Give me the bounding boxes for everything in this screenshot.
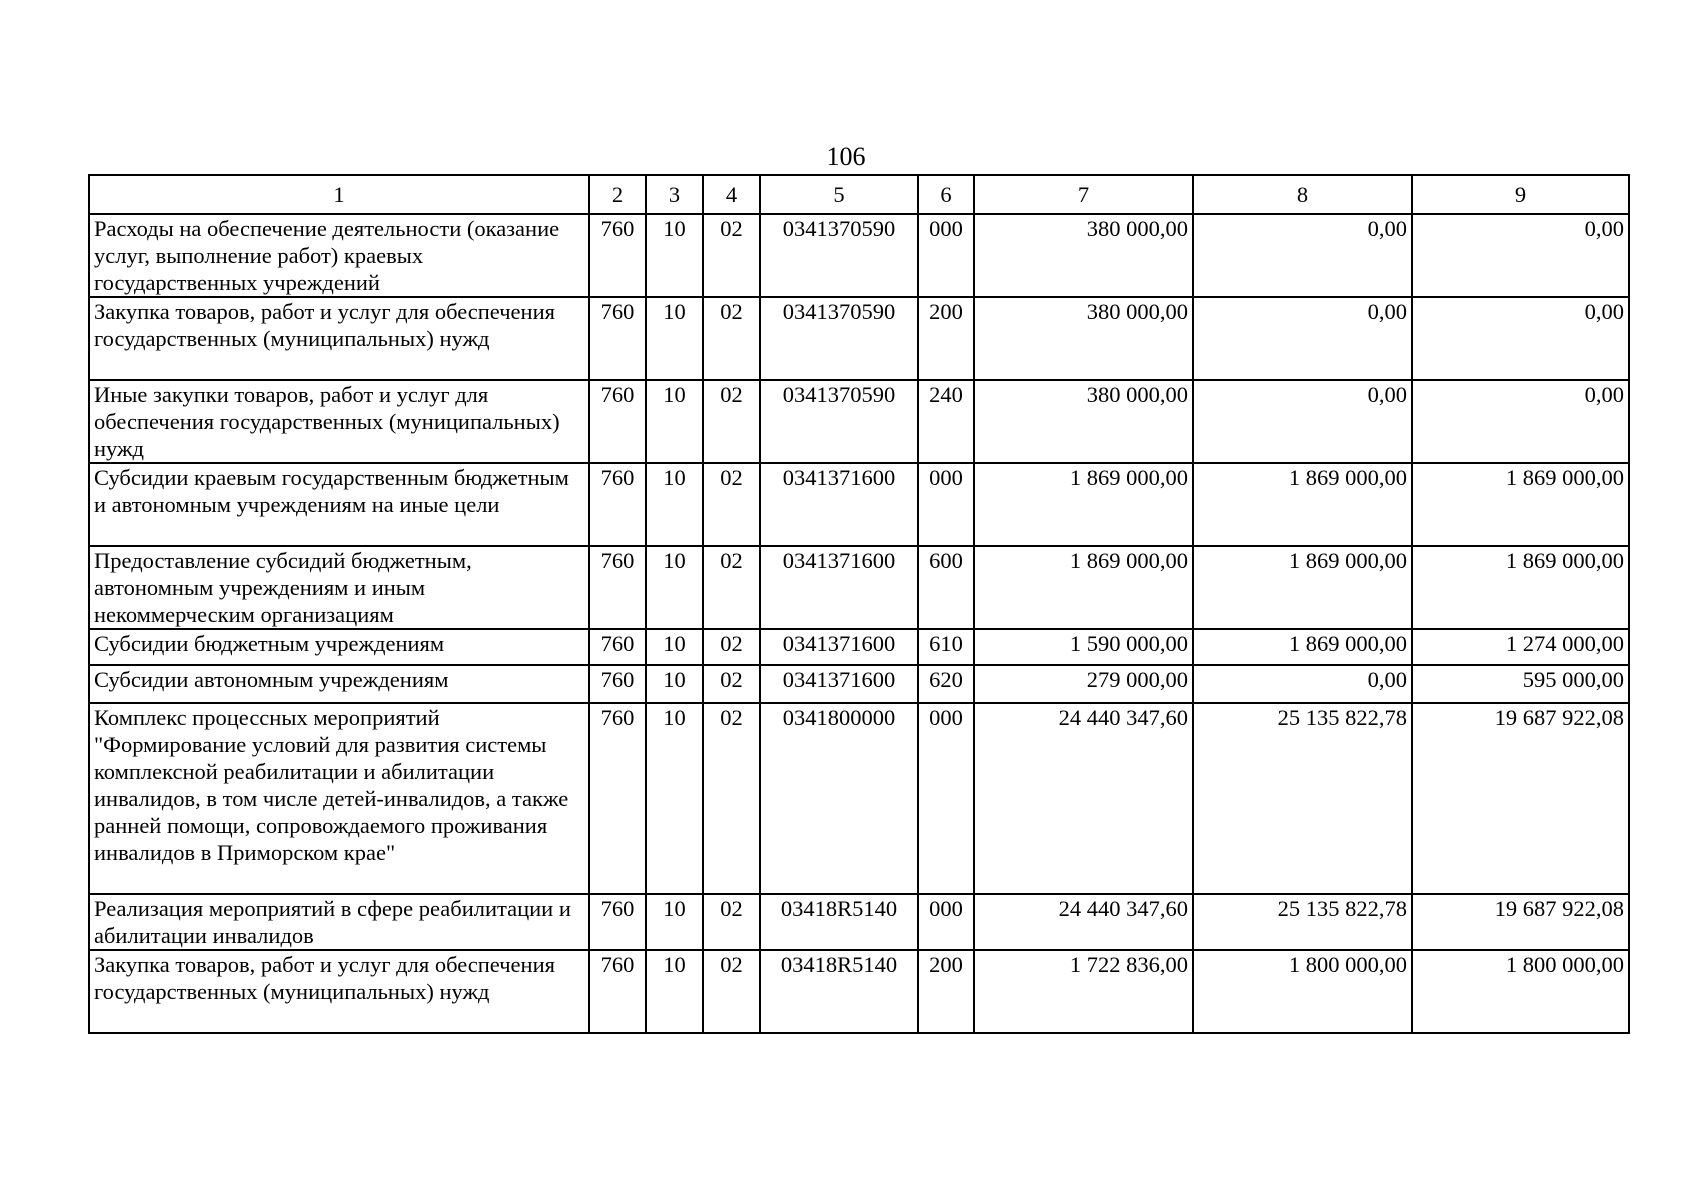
ministry-code: 760 (589, 380, 646, 463)
table-row (89, 546, 1629, 629)
column-header: 9 (1412, 175, 1629, 214)
expense-name: Расходы на обеспечение деятельности (оказание услуг, выполнение работ) краевых государственных учреждений (89, 214, 589, 297)
column-header: 4 (703, 175, 760, 214)
ministry-code: 760 (589, 297, 646, 380)
column-header: 5 (760, 175, 918, 214)
section-code: 10 (646, 297, 703, 380)
target-article-code: 0341371600 (760, 463, 918, 546)
amount-col-7: 1 722 836,00 (974, 950, 1193, 1033)
amount-col-9: 19 687 922,08 (1412, 703, 1629, 894)
amount-col-9: 595 000,00 (1412, 665, 1629, 703)
table-row (89, 463, 1629, 546)
target-article-code: 03418R5140 (760, 950, 918, 1033)
table-row (89, 380, 1629, 463)
expense-type-code: 000 (918, 703, 974, 894)
amount-col-8: 0,00 (1193, 214, 1412, 297)
expense-name: Субсидии бюджетным учреждениям (89, 629, 589, 665)
expense-type-code: 200 (918, 950, 974, 1033)
amount-col-9: 1 274 000,00 (1412, 629, 1629, 665)
target-article-code: 0341371600 (760, 665, 918, 703)
section-code: 10 (646, 463, 703, 546)
amount-col-8: 0,00 (1193, 665, 1412, 703)
expense-name: Закупка товаров, работ и услуг для обеспечения государственных (муниципальных) нужд (89, 297, 589, 380)
expense-type-code: 620 (918, 665, 974, 703)
section-code: 10 (646, 214, 703, 297)
column-header: 8 (1193, 175, 1412, 214)
table-row (89, 629, 1629, 665)
amount-col-9: 1 869 000,00 (1412, 546, 1629, 629)
subsection-code: 02 (703, 703, 760, 894)
amount-col-8: 0,00 (1193, 380, 1412, 463)
subsection-code: 02 (703, 629, 760, 665)
expense-name: Субсидии краевым государственным бюджетным и автономным учреждениям на иные цели (89, 463, 589, 546)
amount-col-8: 25 135 822,78 (1193, 894, 1412, 950)
subsection-code: 02 (703, 380, 760, 463)
expense-name: Иные закупки товаров, работ и услуг для обеспечения государственных (муниципальных) нужд (89, 380, 589, 463)
ministry-code: 760 (589, 703, 646, 894)
expense-name: Предоставление субсидий бюджетным, автономным учреждениям и иным некоммерческим организациям (89, 546, 589, 629)
expense-name: Субсидии автономным учреждениям (89, 665, 589, 703)
subsection-code: 02 (703, 665, 760, 703)
ministry-code: 760 (589, 629, 646, 665)
subsection-code: 02 (703, 214, 760, 297)
target-article-code: 0341370590 (760, 214, 918, 297)
ministry-code: 760 (589, 214, 646, 297)
expense-name: Закупка товаров, работ и услуг для обеспечения государственных (муниципальных) нужд (89, 950, 589, 1033)
amount-col-9: 0,00 (1412, 380, 1629, 463)
section-code: 10 (646, 380, 703, 463)
amount-col-9: 1 800 000,00 (1412, 950, 1629, 1033)
subsection-code: 02 (703, 894, 760, 950)
section-code: 10 (646, 703, 703, 894)
amount-col-8: 25 135 822,78 (1193, 703, 1412, 894)
amount-col-7: 1 590 000,00 (974, 629, 1193, 665)
target-article-code: 03418R5140 (760, 894, 918, 950)
target-article-code: 0341371600 (760, 546, 918, 629)
expense-type-code: 200 (918, 297, 974, 380)
section-code: 10 (646, 894, 703, 950)
target-article-code: 0341370590 (760, 297, 918, 380)
column-header: 7 (974, 175, 1193, 214)
amount-col-9: 0,00 (1412, 297, 1629, 380)
target-article-code: 0341370590 (760, 380, 918, 463)
amount-col-8: 1 869 000,00 (1193, 463, 1412, 546)
amount-col-7: 279 000,00 (974, 665, 1193, 703)
expense-type-code: 240 (918, 380, 974, 463)
table-row (89, 950, 1629, 1033)
amount-col-7: 380 000,00 (974, 297, 1193, 380)
header-row (89, 175, 1629, 214)
budget-table (88, 174, 1630, 1034)
amount-col-7: 1 869 000,00 (974, 546, 1193, 629)
subsection-code: 02 (703, 463, 760, 546)
expense-type-code: 610 (918, 629, 974, 665)
section-code: 10 (646, 546, 703, 629)
ministry-code: 760 (589, 546, 646, 629)
ministry-code: 760 (589, 950, 646, 1033)
expense-type-code: 000 (918, 894, 974, 950)
ministry-code: 760 (589, 463, 646, 546)
page-number: 106 (826, 142, 866, 171)
amount-col-7: 24 440 347,60 (974, 894, 1193, 950)
expense-type-code: 000 (918, 463, 974, 546)
ministry-code: 760 (589, 894, 646, 950)
table-row (89, 703, 1629, 894)
amount-col-8: 0,00 (1193, 297, 1412, 380)
expense-name: Реализация мероприятий в сфере реабилитации и абилитации инвалидов (89, 894, 589, 950)
section-code: 10 (646, 950, 703, 1033)
column-header: 2 (589, 175, 646, 214)
amount-col-8: 1 869 000,00 (1193, 629, 1412, 665)
amount-col-9: 1 869 000,00 (1412, 463, 1629, 546)
expense-name: Комплекс процессных мероприятий "Формирование условий для развития системы комплексной реабилитации и абилитации инвалидов, в том числе детей-инвалидов, а также ранней помощи, сопровождаемого проживания инвалидов в Приморском крае" (89, 703, 589, 894)
table-row (89, 665, 1629, 703)
section-code: 10 (646, 665, 703, 703)
amount-col-7: 380 000,00 (974, 214, 1193, 297)
table-row (89, 297, 1629, 380)
amount-col-8: 1 869 000,00 (1193, 546, 1412, 629)
amount-col-7: 1 869 000,00 (974, 463, 1193, 546)
expense-type-code: 000 (918, 214, 974, 297)
section-code: 10 (646, 629, 703, 665)
table-row (89, 894, 1629, 950)
amount-col-8: 1 800 000,00 (1193, 950, 1412, 1033)
expense-type-code: 600 (918, 546, 974, 629)
ministry-code: 760 (589, 665, 646, 703)
subsection-code: 02 (703, 950, 760, 1033)
amount-col-7: 380 000,00 (974, 380, 1193, 463)
column-header: 6 (918, 175, 974, 214)
column-header: 1 (89, 175, 589, 214)
amount-col-9: 0,00 (1412, 214, 1629, 297)
subsection-code: 02 (703, 546, 760, 629)
subsection-code: 02 (703, 297, 760, 380)
amount-col-7: 24 440 347,60 (974, 703, 1193, 894)
amount-col-9: 19 687 922,08 (1412, 894, 1629, 950)
target-article-code: 0341371600 (760, 629, 918, 665)
target-article-code: 0341800000 (760, 703, 918, 894)
column-header: 3 (646, 175, 703, 214)
table-row (89, 214, 1629, 297)
